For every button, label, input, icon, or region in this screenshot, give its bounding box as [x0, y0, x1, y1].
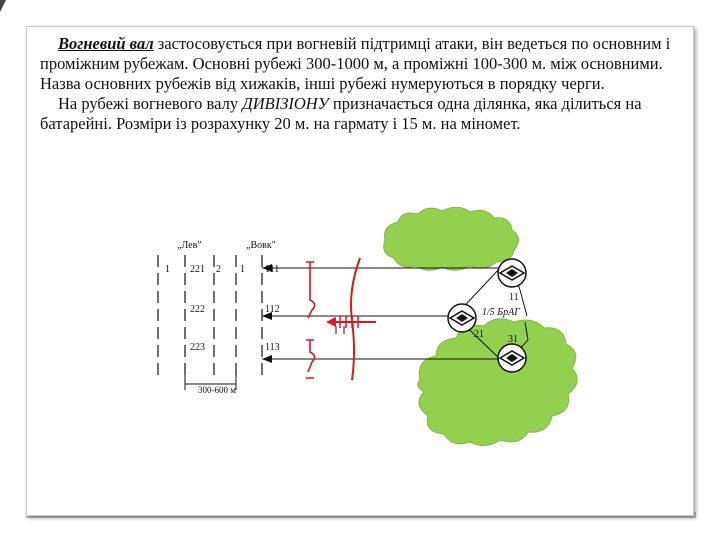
unit-label-battery: 1/5 БрАГ — [482, 307, 520, 318]
line-label-111: 111 — [265, 264, 280, 275]
forest-top — [384, 207, 519, 270]
line-label-1: 1 — [165, 264, 170, 275]
forest-bottom — [418, 319, 577, 446]
line-label-2: 2 — [216, 264, 221, 275]
line-label-221: 221 — [190, 264, 205, 275]
line-label-222: 222 — [190, 304, 205, 315]
gun-position-21 — [448, 304, 476, 332]
line-label-113: 113 — [265, 342, 280, 353]
boundary-name-vovk: „Вовк" — [246, 240, 276, 251]
paragraph-2-text-start: На рубежі вогневого валу — [58, 94, 243, 113]
unit-label-31: 31 — [508, 334, 518, 345]
distance-label: 300-600 м — [198, 385, 236, 395]
line-label-223: 223 — [190, 342, 205, 353]
unit-label-11: 11 — [509, 292, 519, 303]
paragraph-2-text-end: призначається одна ділянка, яка ділиться на батарейні. Розміри із розрахунку 20 м. на гармату і 15 м. на міномет. — [40, 94, 642, 133]
term-fire-barrage: Вогневий вал — [58, 34, 154, 53]
boundary-name-lev: „Лев" — [177, 240, 202, 251]
gun-position-31 — [498, 344, 526, 372]
gun-position-11 — [498, 259, 526, 287]
line-label-1b: 1 — [240, 264, 245, 275]
paragraph-2-emphasis: ДИВІЗІОНУ — [242, 94, 329, 113]
unit-label-21: 21 — [474, 329, 484, 340]
paragraph-1-text: застосовується при вогневій підтримці атаки, він ведеться по основним і проміжним рубежам. Основні рубежі 300-1000 м, а проміжні 100-300 м. між основними. Назва основних рубежів від хижаків, інші рубежі нумеруються в порядку черги. — [40, 34, 671, 93]
barrage-lines — [158, 255, 262, 375]
line-label-112: 112 — [265, 304, 280, 315]
